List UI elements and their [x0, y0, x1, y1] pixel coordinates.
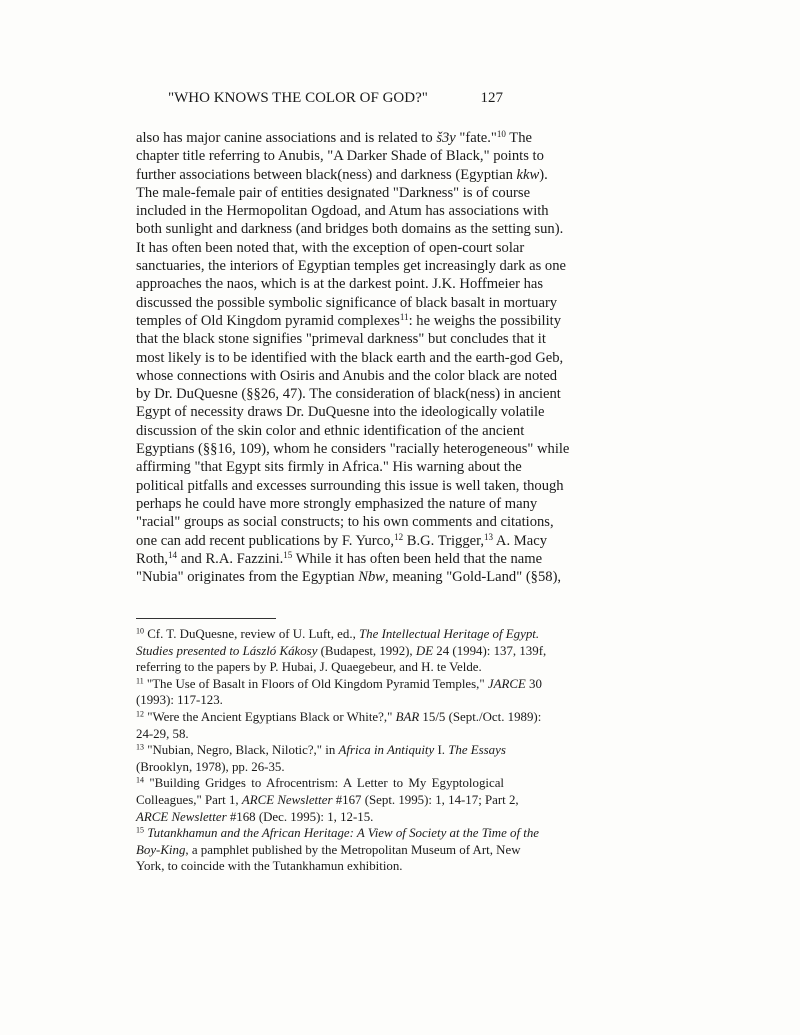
footnote-line	[136, 858, 504, 875]
text-run: and R.A. Fazzini.	[177, 550, 284, 567]
text-run: , meaning "Gold-Land" (§58),	[385, 569, 562, 586]
italic-text: DE	[415, 643, 434, 658]
footnote-line	[136, 775, 504, 792]
text-run: "Nubian, Negro, Black, Nilotic?," in	[143, 743, 339, 758]
italic-text: Tutankhamun and the African Heritage: A View of Society at the Time of the	[147, 826, 540, 841]
italic-text: JARCE	[487, 676, 526, 691]
running-title: "WHO KNOWS THE COLOR OF GOD?"	[168, 90, 428, 106]
text-run: York, to coincide with the Tutankhamun exhibition.	[136, 859, 403, 874]
italic-text: The Essays	[448, 743, 506, 758]
text-run: #168 (Dec. 1995): 1, 12-15.	[226, 809, 374, 824]
italic-text: š3y	[436, 130, 456, 146]
body-line	[136, 477, 564, 495]
body-line	[136, 129, 532, 147]
body-line	[136, 495, 538, 513]
text-run: It has often been noted that, with the exception of open-court solar	[136, 239, 525, 256]
text-run: approaches the naos, which is at the darkest point. J.K. Hoffmeier has	[136, 276, 544, 293]
footnote-ref: 12	[394, 531, 404, 542]
footnote-ref: 13	[484, 531, 494, 542]
footnote-rule	[136, 618, 276, 619]
text-run: both sunlight and darkness (and bridges both domains as the setting sun).	[136, 221, 564, 238]
footnote-line	[136, 676, 542, 693]
italic-text: The Intellectual Heritage of Egypt.	[359, 627, 540, 641]
footnote-line	[136, 626, 540, 643]
footnote-line	[136, 809, 504, 826]
italic-text: ARCE Newsletter	[136, 809, 227, 824]
footnote-ref: 15	[283, 549, 293, 560]
text-run: one can add recent publications by F. Yurco,	[136, 532, 395, 549]
footnote-line	[136, 659, 504, 676]
text-run: ).	[539, 166, 548, 183]
italic-text: ARCE Newsletter	[241, 792, 333, 807]
text-run: Colleagues," Part 1,	[136, 792, 242, 807]
footnote-ref: 12	[136, 709, 144, 719]
text-run: most likely is to be identified with the black earth and the earth-god Geb,	[136, 349, 564, 366]
text-run: Egypt of necessity draws Dr. DuQuesne into the ideologically volatile	[136, 404, 545, 421]
text-run: further associations between black(ness) and darkness (Egyptian	[136, 166, 517, 183]
text-run: Egyptians (§§16, 109), whom he considers "racially heterogeneous" while	[136, 441, 570, 458]
footnote-ref: 14	[136, 775, 144, 785]
footnote-line	[136, 726, 504, 743]
footnote-line	[136, 759, 504, 776]
body-line	[136, 440, 570, 458]
text-run: While it has often been held that the name	[292, 550, 543, 567]
footnote-ref: 11	[399, 312, 409, 322]
text-run: affirming "that Egypt sits firmly in Africa." His warning about the	[136, 459, 522, 476]
body-line	[136, 531, 547, 550]
text-run: perhaps he could have more strongly emphasized the nature of many	[136, 495, 538, 512]
footnote-ref: 14	[168, 549, 178, 560]
body-line	[136, 166, 548, 184]
body-line	[136, 513, 554, 531]
text-run: also has major canine associations and is related to	[136, 130, 437, 146]
footnote-ref: 10	[136, 626, 144, 636]
text-run: "Were the Ancient Egyptians Black or White?,"	[143, 709, 396, 724]
body-line	[136, 184, 531, 202]
text-run: political pitfalls and excesses surrounding this issue is well taken, though	[136, 477, 564, 494]
footnotes	[136, 626, 547, 875]
body-line	[136, 330, 546, 348]
text-run: The	[505, 130, 532, 146]
italic-text: kkw	[516, 166, 540, 183]
text-run: (Brooklyn, 1978), pp. 26-35.	[136, 759, 285, 774]
text-run: : he weighs the possibility	[408, 312, 561, 329]
footnote-ref: 10	[496, 129, 506, 140]
text-run: 24 (1994): 137, 139f,	[433, 643, 547, 658]
footnote-ref: 15	[136, 825, 144, 835]
text-run: "Building Gridges to Afrocentrism: A Letter to My Egyptological	[143, 776, 504, 791]
body-line	[136, 202, 549, 220]
text-run: discussed the possible symbolic significance of black basalt in mortuary	[136, 294, 558, 311]
text-run: discussion of the skin color and ethnic identification of the ancient	[136, 422, 525, 439]
body-line	[136, 403, 545, 421]
footnote-ref: 11	[136, 676, 144, 686]
body-line	[136, 422, 525, 440]
text-run: , a pamphlet published by the Metropolitan Museum of Art, New	[185, 842, 521, 857]
text-run: The male-female pair of entities designated "Darkness" is of course	[136, 184, 531, 201]
body-line	[136, 312, 561, 330]
text-run: (Budapest, 1992),	[317, 643, 416, 658]
body-line	[136, 349, 564, 367]
text-run: (1993): 117-123.	[136, 693, 223, 708]
text-run: 15/5 (Sept./Oct. 1989):	[419, 709, 542, 724]
body-line	[136, 568, 562, 586]
text-run: whose connections with Osiris and Anubis and the color black are noted	[136, 367, 558, 384]
text-run: chapter title referring to Anubis, "A Darker Shade of Black," points to	[136, 148, 544, 165]
body-line	[136, 385, 561, 403]
footnote-line	[136, 842, 521, 859]
text-run: that the black stone signifies "primeval darkness" but concludes that it	[136, 331, 546, 348]
body-line	[136, 294, 558, 312]
italic-text: BAR	[395, 709, 420, 724]
footnote-line	[136, 643, 547, 660]
text-run: 30	[525, 676, 542, 691]
text-run: "fate."	[455, 130, 497, 146]
body-line	[136, 239, 525, 257]
body-line	[136, 367, 558, 385]
text-run: "The Use of Basalt in Floors of Old Kingdom Pyramid Temples,"	[143, 676, 488, 691]
text-run: I.	[434, 743, 449, 758]
italic-text: Boy-King	[136, 842, 186, 857]
text-run: 24-29, 58.	[136, 726, 189, 741]
italic-text: Africa in Antiquity	[338, 743, 435, 758]
text-run: Roth,	[136, 550, 169, 567]
text-run: referring to the papers by P. Hubai, J. Quaegebeur, and H. te Velde.	[136, 660, 482, 675]
text-run: "Nubia" originates from the Egyptian	[136, 569, 359, 586]
text-run: A. Macy	[493, 532, 547, 549]
body-line	[136, 147, 544, 165]
italic-text: Studies presented to László Kákosy	[136, 643, 318, 658]
text-run: "racial" groups as social constructs; to his own comments and citations,	[136, 514, 554, 531]
text-run: Cf. T. DuQuesne, review of U. Luft, ed.,	[143, 627, 360, 641]
text-run: B.G. Trigger,	[403, 532, 485, 549]
body-line	[136, 220, 564, 238]
body-line	[136, 257, 566, 275]
footnote-line	[136, 792, 519, 809]
page-number: 127	[480, 90, 503, 106]
body-text	[136, 129, 570, 586]
text-run: by Dr. DuQuesne (§§26, 47). The consideration of black(ness) in ancient	[136, 386, 561, 403]
text-run: included in the Hermopolitan Ogdoad, and Atum has associations with	[136, 203, 549, 220]
footnote-line	[136, 709, 542, 726]
text-run: sanctuaries, the interiors of Egyptian temples get increasingly dark as one	[136, 258, 566, 275]
body-line	[136, 458, 522, 476]
footnote-line	[136, 825, 540, 842]
body-line	[136, 275, 544, 293]
footnote-line	[136, 692, 504, 709]
footnote-ref: 13	[136, 742, 144, 752]
footnote-line	[136, 742, 504, 759]
body-line	[136, 549, 543, 568]
text-run: #167 (Sept. 1995): 1, 14-17; Part 2,	[332, 792, 519, 807]
text-run: temples of Old Kingdom pyramid complexes	[136, 312, 400, 329]
italic-text: Nbw	[358, 569, 386, 586]
